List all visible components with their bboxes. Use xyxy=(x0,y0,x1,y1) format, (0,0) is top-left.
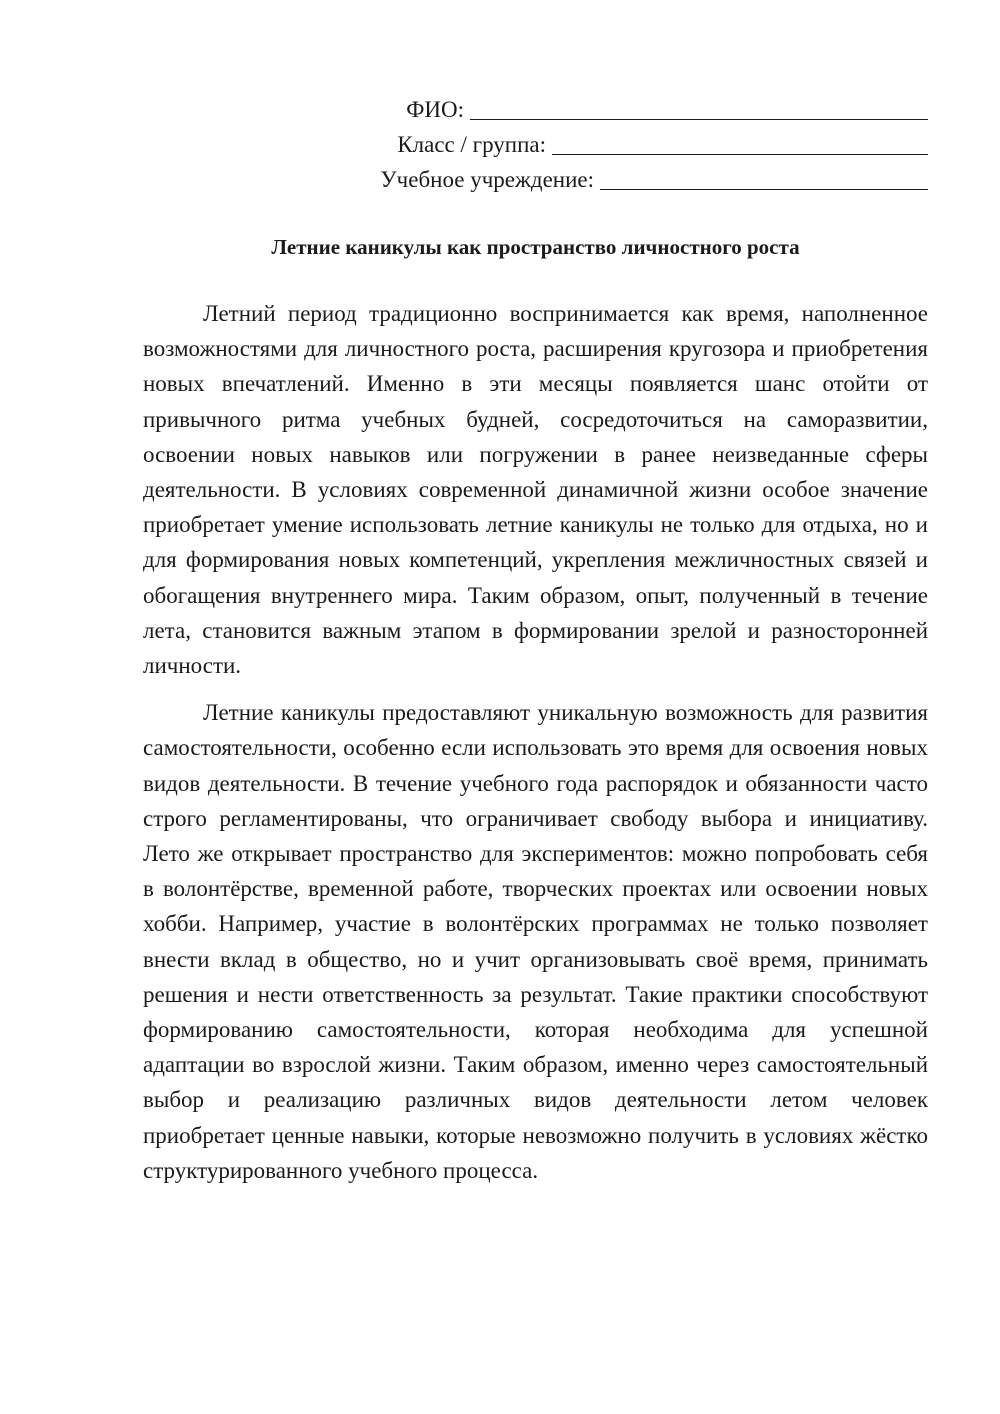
school-line xyxy=(143,162,928,197)
document-title: Летние каникулы как пространство личностного роста xyxy=(271,235,800,259)
document-body xyxy=(143,296,928,1188)
paragraph: Летний период традиционно воспринимается как время, наполненное возможностями для личностного роста, расширения кругозора и приобретения новых впечатлений. Именно в эти месяцы появляется шанс отойти от привычного ритма учебных будней, сосредоточиться на саморазвитии, освоении новых навыков или погружении в ранее неизведанные сферы деятельности. В условиях современной динамичной жизни особое значение приобретает умение использовать летние каникулы не только для отдыха, но и для формирования новых компетенций, укрепления межличностных связей и обогащения внутреннего мира. Таким образом, опыт, полученный в течение лета, становится важным этапом в формировании зрелой и разносторонней личности. xyxy=(143,301,928,679)
fio-label: ФИО: xyxy=(406,97,464,122)
school-blank-field xyxy=(600,165,928,190)
paragraph: Летние каникулы предоставляют уникальную возможность для развития самостоятельности, особенно если использовать это время для освоения новых видов деятельности. В течение учебного года распорядок и обязанности часто строго регламентированы, что ограничивает свободу выбора и инициативу. Лето же открывает пространство для экспериментов: можно попробовать себя в волонтёрстве, временной работе, творческих проектах или освоении новых хобби. Например, участие в волонтёрских программах не только позволяет внести вклад в общество, но и учит организовывать своё время, принимать решения и нести ответственность за результат. Такие практики способствуют формированию самостоятельности, которая необходима для успешной адаптации во взрослой жизни. Таким образом, именно через самостоятельный выбор и реализацию различных видов деятельности летом человек приобретает ценные навыки, которые невозможно получить в условиях жёстко структурированного учебного процесса. xyxy=(143,700,928,1183)
fio-line xyxy=(143,92,928,127)
class-line xyxy=(143,127,928,162)
fio-blank-field xyxy=(470,95,928,120)
class-blank-field xyxy=(552,130,928,155)
school-label: Учебное учреждение: xyxy=(380,167,594,192)
student-info-header xyxy=(143,92,928,197)
class-label: Класс / группа: xyxy=(397,132,546,157)
